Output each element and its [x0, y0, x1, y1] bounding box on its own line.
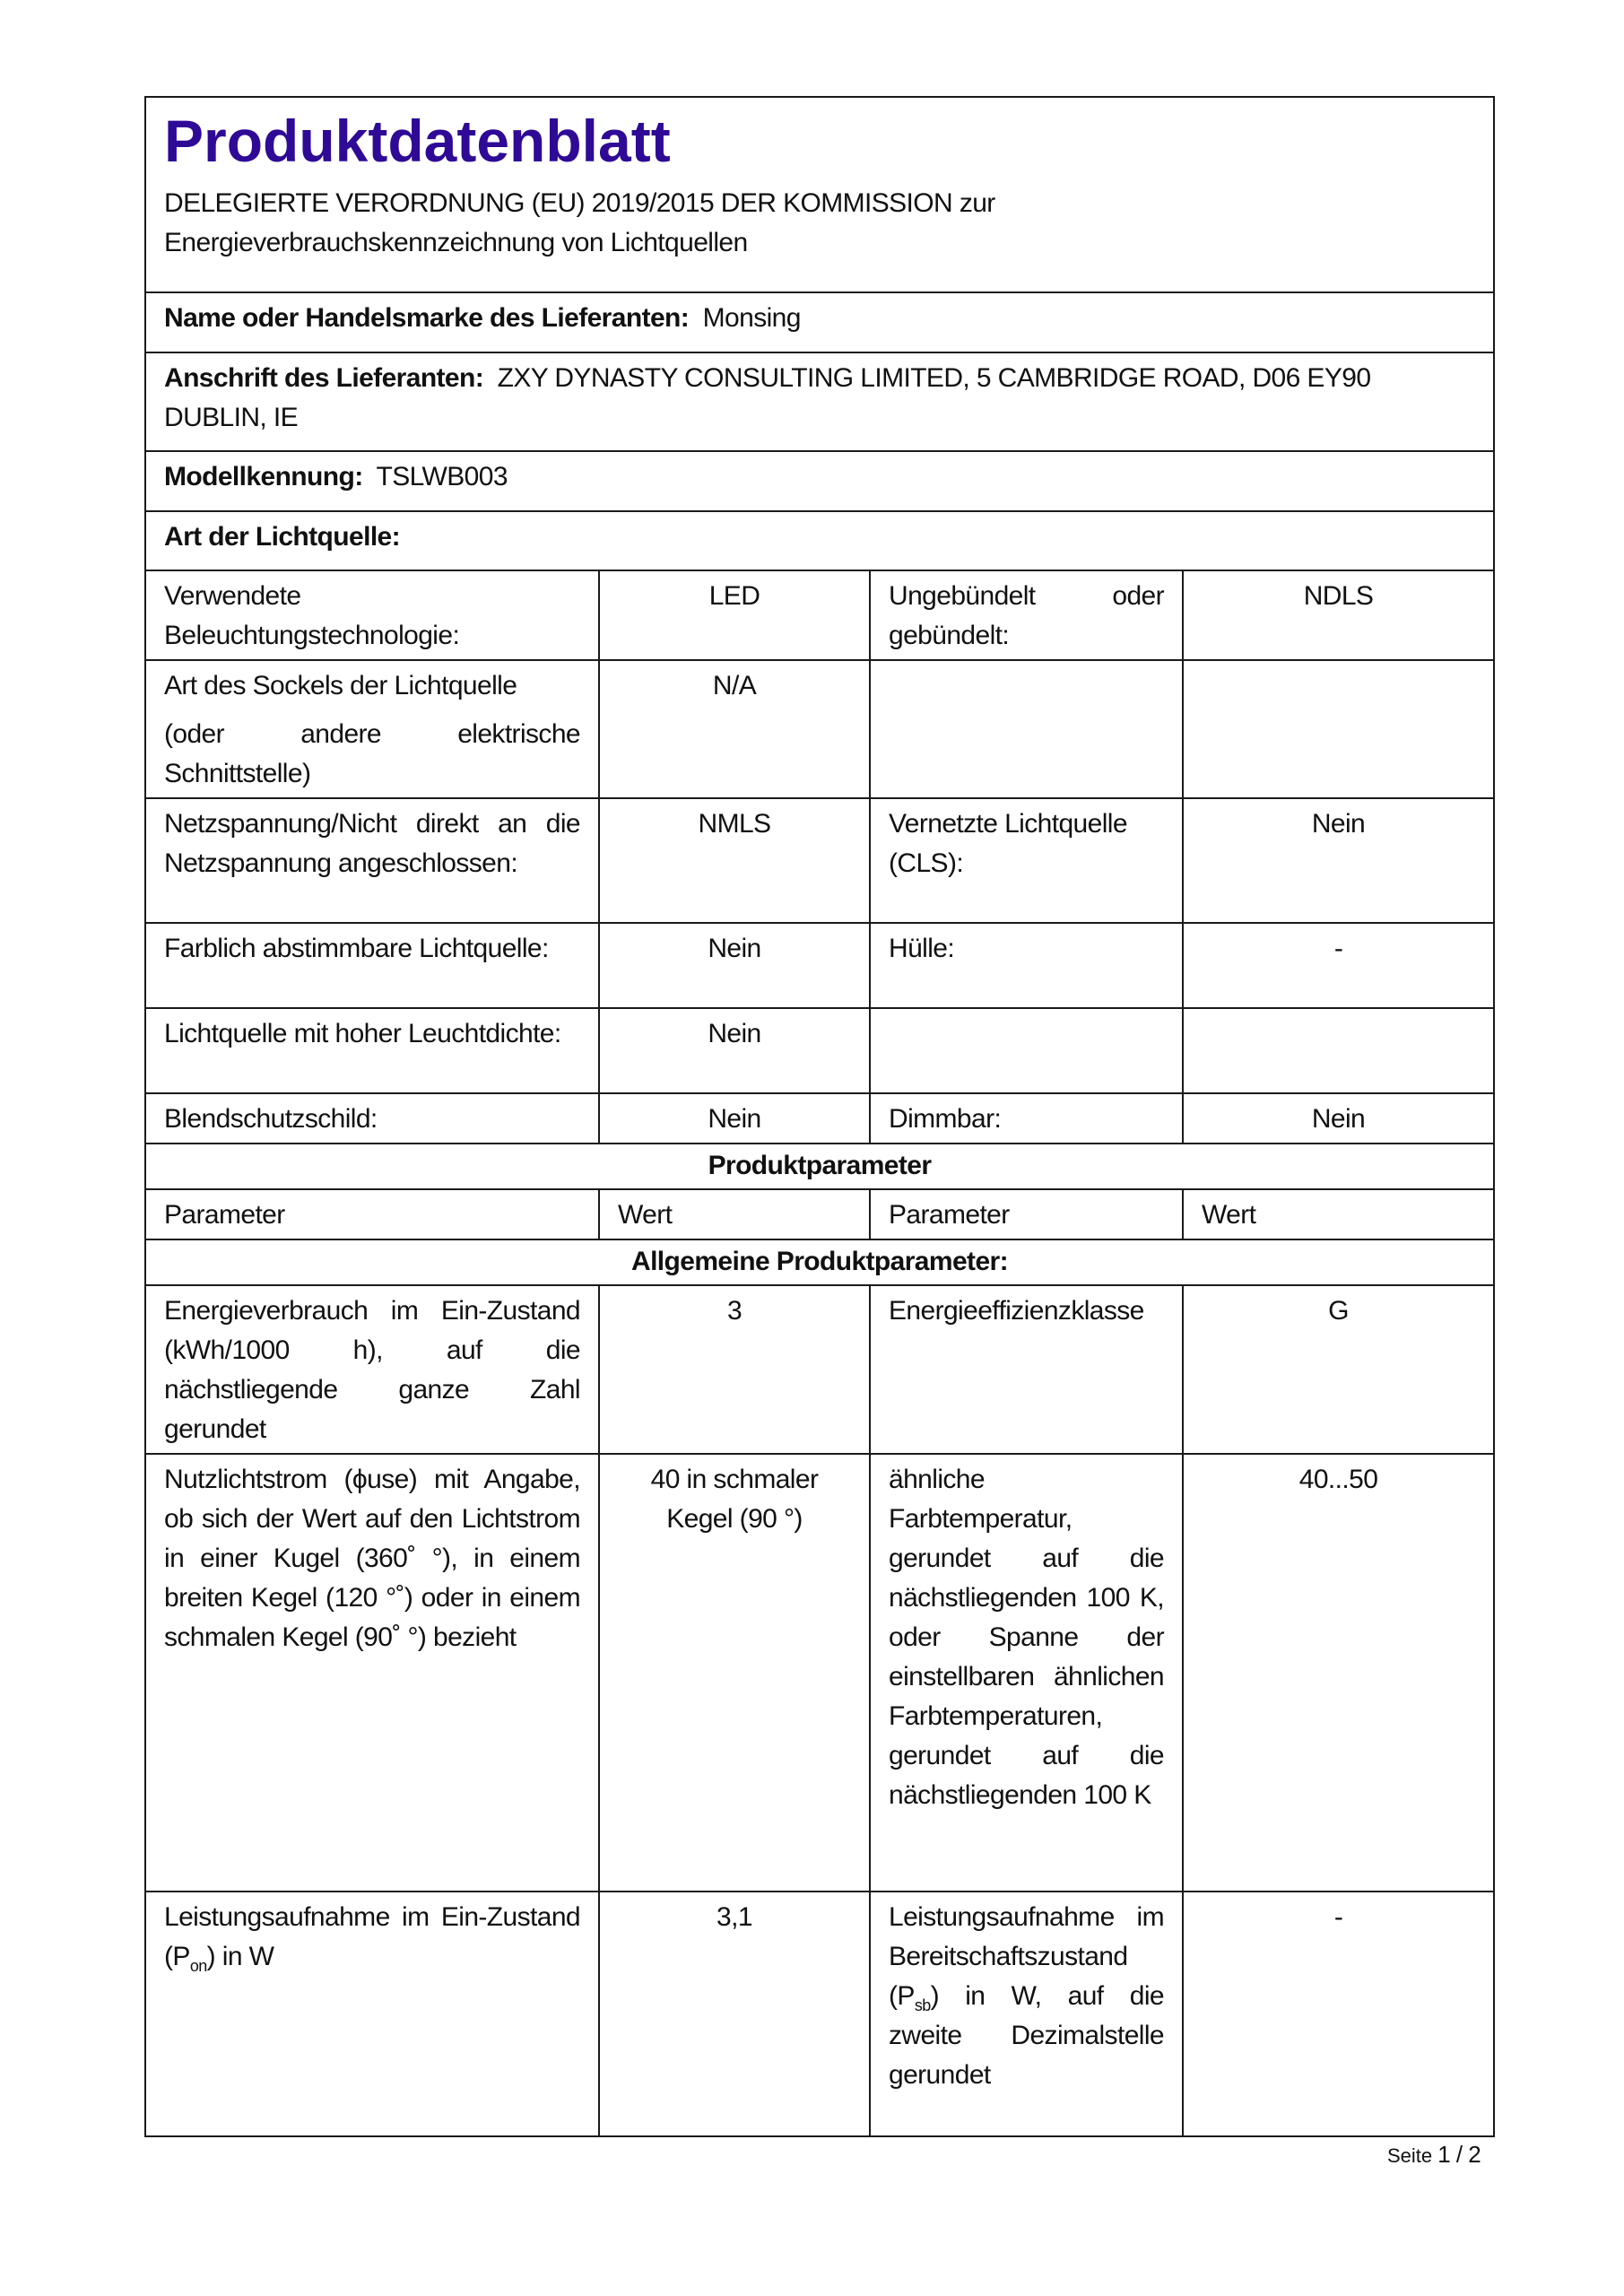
param-label: Energieverbrauch im Ein-Zustand (kWh/1000 h), auf die nächstliegende ganze Zahl gerundet [145, 1285, 599, 1454]
product-parameters-heading-row [145, 1144, 1494, 1189]
table-row [145, 923, 1494, 1008]
light-source-heading-row [145, 511, 1494, 570]
param-value: G [1183, 1285, 1494, 1454]
param-value: 40 in schmaler Kegel (90 °) [599, 1454, 870, 1892]
param-value: Nein [599, 1008, 870, 1093]
table-row [145, 1285, 1494, 1454]
param-value: NDLS [1183, 570, 1494, 660]
param-label: Blendschutzschild: [145, 1093, 599, 1144]
param-value: Nein [599, 1093, 870, 1144]
column-header-row [145, 1189, 1494, 1239]
table-row [145, 1892, 1494, 2136]
supplier-name-value: Monsing [702, 303, 801, 333]
param-value [1183, 1008, 1494, 1093]
product-parameters-heading: Produktparameter [145, 1144, 1494, 1189]
param-label: Energieeffizienzklasse [870, 1285, 1183, 1454]
param-value: - [1183, 1892, 1494, 2136]
header-row [145, 97, 1494, 292]
datasheet-table [144, 96, 1495, 2137]
model-cell [145, 451, 1494, 511]
param-value: NMLS [599, 798, 870, 923]
header-cell [145, 97, 1494, 292]
param-label: ähnliche Farbtemperatur, gerundet auf die nächstliegenden 100 K, oder Spanne der einstellbaren ähnlichen Farbtemperaturen, gerundet auf die nächstliegenden 100 K [870, 1454, 1183, 1892]
param-label: Netzspannung/Nicht direkt an die Netzspannung angeschlossen: [145, 798, 599, 923]
param-label: Leistungsaufnahme im Bereitschaftszustand $(P_{sb})$ in W, auf die zweite Dezimalstelle gerundet [870, 1892, 1183, 2136]
param-value: - [1183, 923, 1494, 1008]
page-number: Seite 1 / 2 [1387, 2141, 1481, 2168]
product-data-sheet [144, 96, 1493, 2137]
supplier-address-row [145, 352, 1494, 451]
param-value: Nein [599, 923, 870, 1008]
light-source-heading: Art der Lichtquelle: [145, 511, 1494, 570]
table-row [145, 1093, 1494, 1144]
supplier-name-cell [145, 292, 1494, 352]
param-value: LED [599, 570, 870, 660]
table-row [145, 1454, 1494, 1892]
param-label: Leistungsaufnahme im Ein-Zustand $(P_{on})$ in W [145, 1892, 599, 2136]
param-value: Nein [1183, 1093, 1494, 1144]
table-row [145, 570, 1494, 660]
general-parameters-heading: Allgemeine Produktparameter: [145, 1239, 1494, 1285]
param-label: Verwendete Beleuchtungstechnologie: [145, 570, 599, 660]
model-label: Modellkennung: [164, 462, 363, 491]
model-row [145, 451, 1494, 511]
param-value: 3 [599, 1285, 870, 1454]
param-label: Farblich abstimmbare Lichtquelle: [145, 923, 599, 1008]
general-parameters-heading-row [145, 1239, 1494, 1285]
column-header: Parameter [145, 1189, 599, 1239]
supplier-address-label: Anschrift des Lieferanten: [164, 363, 484, 393]
param-label [870, 660, 1183, 798]
table-row [145, 798, 1494, 923]
param-label: Dimmbar: [870, 1093, 1183, 1144]
param-value: 3,1 [599, 1892, 870, 2136]
table-row [145, 660, 1494, 798]
param-label: Art des Sockels der Lichtquelle (oder andere elektrische Schnittstelle) [145, 660, 599, 798]
param-value [1183, 660, 1494, 798]
model-value: TSLWB003 [376, 462, 508, 491]
param-label: Lichtquelle mit hoher Leuchtdichte: [145, 1008, 599, 1093]
supplier-name-label: Name oder Handelsmarke des Lieferanten: [164, 303, 690, 333]
column-header: Parameter [870, 1189, 1183, 1239]
page-title: Produktdatenblatt [164, 108, 671, 174]
param-value: 40...50 [1183, 1454, 1494, 1892]
supplier-address-value: ZXY DYNASTY CONSULTING LIMITED, 5 CAMBRIDGE ROAD, D06 EY90 DUBLIN, IE [164, 363, 1371, 432]
param-label: Nutzlichtstrom (ϕuse) mit Angabe, ob sich der Wert auf den Lichtstrom in einer Kugel (360˚ °), in einem breiten Kegel (120 °˚) oder in einem schmalen Kegel (90˚ °) bezieht [145, 1454, 599, 1892]
param-label: Vernetzte Lichtquelle (CLS): [870, 798, 1183, 923]
table-row [145, 1008, 1494, 1093]
column-header: Wert [1183, 1189, 1494, 1239]
column-header: Wert [599, 1189, 870, 1239]
param-label [870, 1008, 1183, 1093]
param-label: Hülle: [870, 923, 1183, 1008]
supplier-address-cell [145, 352, 1494, 451]
param-value: N/A [599, 660, 870, 798]
supplier-name-row [145, 292, 1494, 352]
param-value: Nein [1183, 798, 1494, 923]
param-label: Ungebündelt oder gebündelt: [870, 570, 1183, 660]
regulation-subtitle: DELEGIERTE VERORDNUNG (EU) 2019/2015 DER KOMMISSION zur Energieverbrauchskennzeichnung von Lichtquellen [164, 188, 995, 257]
